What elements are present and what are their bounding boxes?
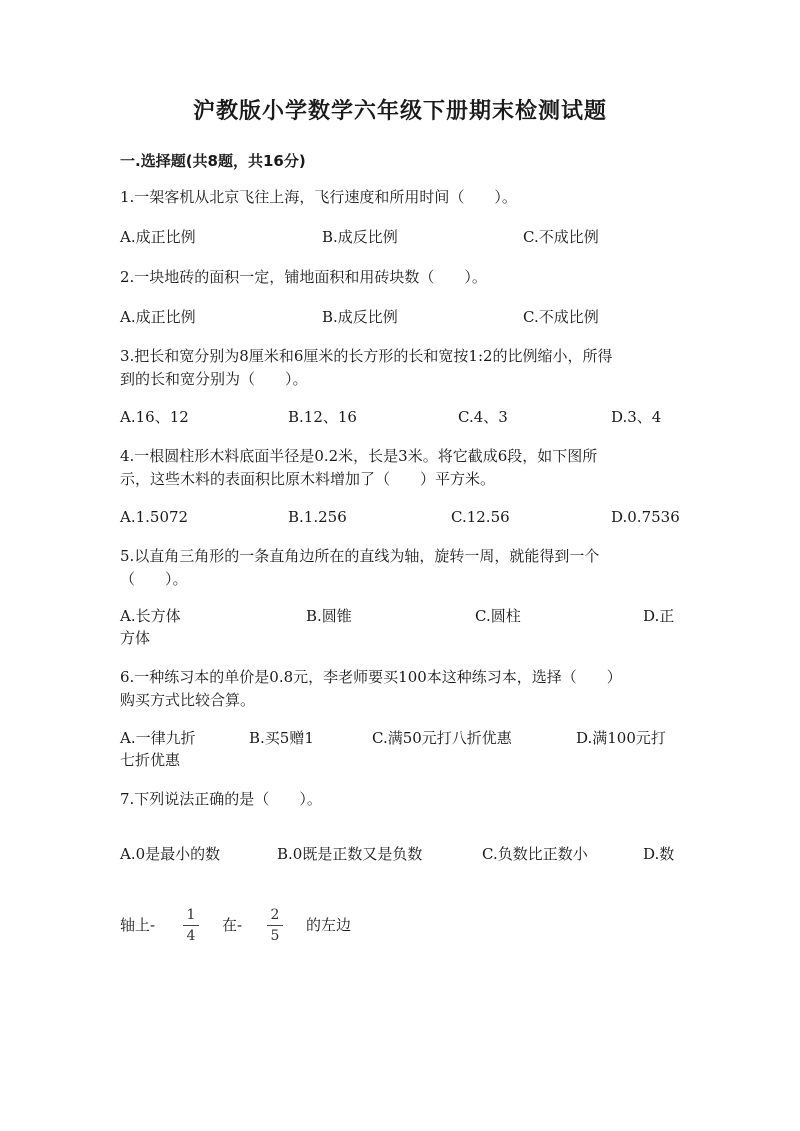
option-c[interactable]: C.不成比例 xyxy=(523,228,599,246)
fraction xyxy=(265,906,285,945)
question-5-options xyxy=(120,605,680,628)
question-1 xyxy=(120,186,680,209)
option-b[interactable]: B.圆锥 xyxy=(306,607,352,625)
option-c[interactable]: C.满50元打八折优惠 xyxy=(372,729,512,747)
question-4-options xyxy=(120,506,680,529)
fraction-denominator: 4 xyxy=(186,928,196,944)
option-c[interactable]: C.圆柱 xyxy=(475,607,521,625)
option-b[interactable]: B.成反比例 xyxy=(322,228,398,246)
option-d[interactable]: D.正 xyxy=(643,607,675,625)
option-a[interactable]: A.长方体 xyxy=(120,607,181,625)
option-c[interactable]: C.负数比正数小 xyxy=(482,845,588,863)
question-stem-line: 6.一种练习本的单价是0.8元，李老师要买100本这种练习本，选择（ ） xyxy=(120,668,622,686)
option-a[interactable]: A.成正比例 xyxy=(120,308,196,326)
question-2 xyxy=(120,266,680,289)
option-wrap-text: 在- xyxy=(222,916,243,934)
question-7 xyxy=(120,788,680,811)
option-wrap-text: 七折优惠 xyxy=(120,751,181,769)
question-stem-line: 4.一根圆柱形木料底面半径是0.2米，长是3米。将它截成6段，如下图所 xyxy=(120,447,598,465)
question-stem-line: 7.下列说法正确的是（ ）。 xyxy=(120,790,322,808)
section-heading: 一.选择题(共8题，共16分) xyxy=(120,152,306,170)
question-2-options xyxy=(120,306,680,329)
option-wrap-text: 的左边 xyxy=(306,916,352,934)
option-c[interactable]: C.12.56 xyxy=(451,508,510,526)
question-4 xyxy=(120,445,680,491)
option-wrap-text: 方体 xyxy=(120,629,151,647)
option-wrap-text: 轴上- xyxy=(120,916,156,934)
option-b[interactable]: B.1.256 xyxy=(288,508,347,526)
question-3 xyxy=(120,345,680,391)
option-d[interactable]: D.数 xyxy=(643,845,675,863)
option-b[interactable]: B.0既是正数又是负数 xyxy=(277,845,423,863)
option-d[interactable]: D.满100元打 xyxy=(576,729,666,747)
fraction-bar xyxy=(267,925,283,926)
option-b[interactable]: B.成反比例 xyxy=(322,308,398,326)
fraction-denominator: 5 xyxy=(270,928,280,944)
fraction xyxy=(181,906,201,945)
option-a[interactable]: A.0是最小的数 xyxy=(120,845,221,863)
question-stem-line: 3.把长和宽分别为8厘米和6厘米的长方形的长和宽按1:2的比例缩小，所得 xyxy=(120,347,613,365)
question-stem-line: （ ）。 xyxy=(120,570,188,588)
question-1-options xyxy=(120,226,680,249)
question-3-options xyxy=(120,406,680,429)
option-a[interactable]: A.一律九折 xyxy=(120,729,196,747)
option-d[interactable]: D.3、4 xyxy=(611,408,662,426)
question-stem-line: 示，这些木料的表面积比原木料增加了（ ）平方米。 xyxy=(120,470,496,488)
option-a[interactable]: A.成正比例 xyxy=(120,228,196,246)
question-stem-line: 购买方式比较合算。 xyxy=(120,691,256,709)
question-6-options xyxy=(120,727,680,750)
page-title: 沪教版小学数学六年级下册期末检测试题 xyxy=(192,99,607,124)
question-7-options xyxy=(120,843,680,866)
option-b[interactable]: B.买5赠1 xyxy=(249,729,314,747)
option-a[interactable]: A.16、12 xyxy=(120,408,189,426)
option-a[interactable]: A.1.5072 xyxy=(120,508,189,526)
question-6 xyxy=(120,666,680,712)
option-c[interactable]: C.4、3 xyxy=(458,408,508,426)
question-stem-line: 到的长和宽分别为（ ）。 xyxy=(120,370,308,388)
fraction-numerator: 2 xyxy=(270,907,280,923)
question-stem-line: 1.一架客机从北京飞往上海，飞行速度和所用时间（ ）。 xyxy=(120,188,517,206)
question-stem-line: 5.以直角三角形的一条直角边所在的直线为轴，旋转一周，就能得到一个 xyxy=(120,547,600,565)
question-stem-line: 2.一块地砖的面积一定，铺地面积和用砖块数（ ）。 xyxy=(120,268,487,286)
fraction-bar xyxy=(183,925,199,926)
question-5 xyxy=(120,545,680,591)
option-c[interactable]: C.不成比例 xyxy=(523,308,599,326)
fraction-numerator: 1 xyxy=(186,907,196,923)
option-b[interactable]: B.12、16 xyxy=(288,408,357,426)
option-d[interactable]: D.0.7536 xyxy=(611,508,680,526)
